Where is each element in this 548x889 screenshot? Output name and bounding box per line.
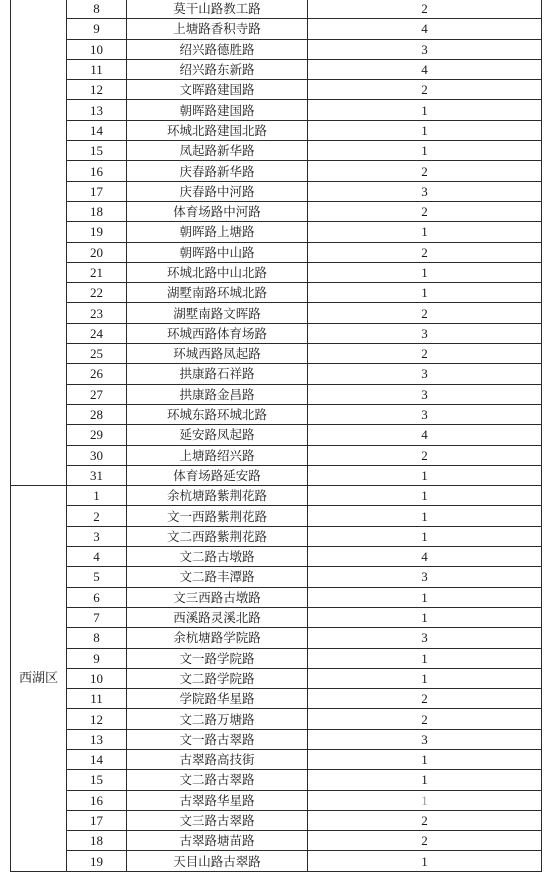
row-number-cell: 14 bbox=[67, 749, 127, 769]
count-cell: 4 bbox=[308, 19, 542, 39]
intersection-name-cell: 庆春路中河路 bbox=[127, 181, 308, 201]
intersection-name-cell: 上塘路绍兴路 bbox=[127, 445, 308, 465]
count-cell: 3 bbox=[308, 384, 542, 404]
count-cell: 3 bbox=[308, 39, 542, 59]
intersection-name-cell: 拱康路石祥路 bbox=[127, 364, 308, 384]
count-cell: 3 bbox=[308, 323, 542, 343]
table-row bbox=[11, 607, 542, 627]
table-row bbox=[11, 323, 542, 343]
count-cell: 2 bbox=[308, 445, 542, 465]
count-cell: 2 bbox=[308, 303, 542, 323]
table-row bbox=[11, 668, 542, 688]
table-row bbox=[11, 709, 542, 729]
count-cell: 1 bbox=[308, 222, 542, 242]
row-number-cell: 19 bbox=[67, 851, 127, 871]
row-number-cell: 6 bbox=[67, 587, 127, 607]
intersection-name-cell: 文三路古翠路 bbox=[127, 810, 308, 830]
intersection-name-cell: 环城西路体育场路 bbox=[127, 323, 308, 343]
count-cell: 1 bbox=[308, 120, 542, 140]
intersection-name-cell: 朝晖路上塘路 bbox=[127, 222, 308, 242]
row-number-cell: 1 bbox=[67, 486, 127, 506]
intersection-name-cell: 文二路万塘路 bbox=[127, 709, 308, 729]
count-cell: 2 bbox=[308, 344, 542, 364]
table-row bbox=[11, 425, 542, 445]
intersection-name-cell: 环城北路中山北路 bbox=[127, 262, 308, 282]
intersection-name-cell: 体育场路延安路 bbox=[127, 465, 308, 485]
row-number-cell: 11 bbox=[67, 689, 127, 709]
table-row bbox=[11, 242, 542, 262]
count-cell: 3 bbox=[308, 567, 542, 587]
intersection-name-cell: 文二路学院路 bbox=[127, 668, 308, 688]
count-cell: 1 bbox=[308, 587, 542, 607]
row-number-cell: 30 bbox=[67, 445, 127, 465]
intersection-name-cell: 古翠路塘苗路 bbox=[127, 831, 308, 851]
row-number-cell: 10 bbox=[67, 668, 127, 688]
intersection-name-cell: 余杭塘路紫荆花路 bbox=[127, 486, 308, 506]
table-row bbox=[11, 303, 542, 323]
table-row bbox=[11, 39, 542, 59]
table-row bbox=[11, 526, 542, 546]
intersection-name-cell: 庆春路新华路 bbox=[127, 161, 308, 181]
count-cell: 2 bbox=[308, 810, 542, 830]
row-number-cell: 17 bbox=[67, 810, 127, 830]
intersection-name-cell: 文二西路紫荆花路 bbox=[127, 526, 308, 546]
count-cell: 1 bbox=[308, 283, 542, 303]
intersection-name-cell: 古翠路高技街 bbox=[127, 749, 308, 769]
row-number-cell: 13 bbox=[67, 100, 127, 120]
table-row bbox=[11, 506, 542, 526]
count-cell: 1 bbox=[308, 100, 542, 120]
table-row bbox=[11, 831, 542, 851]
table-row bbox=[11, 628, 542, 648]
count-cell: 1 bbox=[308, 668, 542, 688]
table-row bbox=[11, 486, 542, 506]
intersection-name-cell: 延安路凤起路 bbox=[127, 425, 308, 445]
table-row bbox=[11, 222, 542, 242]
count-cell: 2 bbox=[308, 0, 542, 19]
count-cell: 1 bbox=[308, 486, 542, 506]
intersection-name-cell: 文二路丰潭路 bbox=[127, 567, 308, 587]
intersection-name-cell: 绍兴路德胜路 bbox=[127, 39, 308, 59]
intersection-name-cell: 环城北路建国北路 bbox=[127, 120, 308, 140]
table-row bbox=[11, 547, 542, 567]
row-number-cell: 8 bbox=[67, 628, 127, 648]
intersection-name-cell: 绍兴路东新路 bbox=[127, 59, 308, 79]
intersection-name-cell: 环城东路环城北路 bbox=[127, 404, 308, 424]
intersection-name-cell: 古翠路华星路 bbox=[127, 790, 308, 810]
table-row bbox=[11, 567, 542, 587]
count-cell: 1 bbox=[308, 607, 542, 627]
row-number-cell: 22 bbox=[67, 283, 127, 303]
intersection-name-cell: 体育场路中河路 bbox=[127, 201, 308, 221]
intersection-name-cell: 天目山路古翠路 bbox=[127, 851, 308, 871]
row-number-cell: 5 bbox=[67, 567, 127, 587]
table-row bbox=[11, 749, 542, 769]
table-row bbox=[11, 851, 542, 871]
table-row bbox=[11, 161, 542, 181]
row-number-cell: 15 bbox=[67, 141, 127, 161]
count-cell: 4 bbox=[308, 547, 542, 567]
row-number-cell: 9 bbox=[67, 648, 127, 668]
count-cell: 1 bbox=[308, 749, 542, 769]
row-number-cell: 8 bbox=[67, 0, 127, 19]
table-row bbox=[11, 283, 542, 303]
row-number-cell: 27 bbox=[67, 384, 127, 404]
intersection-name-cell: 湖墅南路环城北路 bbox=[127, 283, 308, 303]
table-row bbox=[11, 648, 542, 668]
row-number-cell: 13 bbox=[67, 729, 127, 749]
count-cell: 2 bbox=[308, 161, 542, 181]
intersection-name-cell: 文二路古翠路 bbox=[127, 770, 308, 790]
count-cell: 2 bbox=[308, 242, 542, 262]
row-number-cell: 21 bbox=[67, 262, 127, 282]
row-number-cell: 14 bbox=[67, 120, 127, 140]
row-number-cell: 31 bbox=[67, 465, 127, 485]
row-number-cell: 2 bbox=[67, 506, 127, 526]
count-cell: 1 bbox=[308, 790, 542, 810]
intersection-name-cell: 上塘路香积寺路 bbox=[127, 19, 308, 39]
table-row bbox=[11, 770, 542, 790]
row-number-cell: 7 bbox=[67, 607, 127, 627]
count-cell: 3 bbox=[308, 404, 542, 424]
intersection-name-cell: 朝晖路建国路 bbox=[127, 100, 308, 120]
intersection-name-cell: 文晖路建国路 bbox=[127, 80, 308, 100]
row-number-cell: 18 bbox=[67, 201, 127, 221]
table-row bbox=[11, 0, 542, 19]
row-number-cell: 12 bbox=[67, 709, 127, 729]
row-number-cell: 9 bbox=[67, 19, 127, 39]
row-number-cell: 25 bbox=[67, 344, 127, 364]
intersection-table bbox=[10, 0, 542, 872]
count-cell: 1 bbox=[308, 262, 542, 282]
district-cell bbox=[11, 0, 67, 486]
table-row bbox=[11, 262, 542, 282]
row-number-cell: 3 bbox=[67, 526, 127, 546]
intersection-name-cell: 湖墅南路文晖路 bbox=[127, 303, 308, 323]
intersection-name-cell: 莫干山路教工路 bbox=[127, 0, 308, 19]
count-cell: 3 bbox=[308, 181, 542, 201]
count-cell: 1 bbox=[308, 648, 542, 668]
row-number-cell: 12 bbox=[67, 80, 127, 100]
count-cell: 1 bbox=[308, 506, 542, 526]
count-cell: 3 bbox=[308, 729, 542, 749]
table-row bbox=[11, 404, 542, 424]
intersection-name-cell: 文三西路古墩路 bbox=[127, 587, 308, 607]
count-cell: 1 bbox=[308, 465, 542, 485]
intersection-name-cell: 凤起路新华路 bbox=[127, 141, 308, 161]
table-row bbox=[11, 19, 542, 39]
count-cell: 4 bbox=[308, 59, 542, 79]
count-cell: 4 bbox=[308, 425, 542, 445]
table-row bbox=[11, 790, 542, 810]
intersection-name-cell: 文一西路紫荆花路 bbox=[127, 506, 308, 526]
row-number-cell: 24 bbox=[67, 323, 127, 343]
intersection-name-cell: 文二路古墩路 bbox=[127, 547, 308, 567]
table-row bbox=[11, 445, 542, 465]
row-number-cell: 11 bbox=[67, 59, 127, 79]
intersection-name-cell: 西溪路灵溪北路 bbox=[127, 607, 308, 627]
row-number-cell: 29 bbox=[67, 425, 127, 445]
intersection-name-cell: 余杭塘路学院路 bbox=[127, 628, 308, 648]
row-number-cell: 4 bbox=[67, 547, 127, 567]
table-row bbox=[11, 120, 542, 140]
table-row bbox=[11, 465, 542, 485]
intersection-name-cell: 朝晖路中山路 bbox=[127, 242, 308, 262]
intersection-name-cell: 文一路古翠路 bbox=[127, 729, 308, 749]
table-row bbox=[11, 59, 542, 79]
count-cell: 1 bbox=[308, 141, 542, 161]
row-number-cell: 26 bbox=[67, 364, 127, 384]
intersection-name-cell: 环城西路凤起路 bbox=[127, 344, 308, 364]
count-cell: 2 bbox=[308, 80, 542, 100]
intersection-name-cell: 学院路华星路 bbox=[127, 689, 308, 709]
row-number-cell: 18 bbox=[67, 831, 127, 851]
table-row bbox=[11, 729, 542, 749]
count-cell: 3 bbox=[308, 364, 542, 384]
count-cell: 2 bbox=[308, 831, 542, 851]
table-row bbox=[11, 689, 542, 709]
row-number-cell: 10 bbox=[67, 39, 127, 59]
count-cell: 1 bbox=[308, 851, 542, 871]
intersection-name-cell: 文一路学院路 bbox=[127, 648, 308, 668]
table-row bbox=[11, 80, 542, 100]
count-cell: 1 bbox=[308, 770, 542, 790]
district-cell: 西湖区 bbox=[11, 486, 67, 872]
count-cell: 2 bbox=[308, 689, 542, 709]
table-row bbox=[11, 344, 542, 364]
count-cell: 1 bbox=[308, 526, 542, 546]
row-number-cell: 15 bbox=[67, 770, 127, 790]
table-row bbox=[11, 181, 542, 201]
count-cell: 2 bbox=[308, 709, 542, 729]
row-number-cell: 28 bbox=[67, 404, 127, 424]
count-cell: 3 bbox=[308, 628, 542, 648]
table-row bbox=[11, 100, 542, 120]
row-number-cell: 20 bbox=[67, 242, 127, 262]
row-number-cell: 23 bbox=[67, 303, 127, 323]
intersection-name-cell: 拱康路金昌路 bbox=[127, 384, 308, 404]
table-body bbox=[11, 0, 542, 871]
row-number-cell: 17 bbox=[67, 181, 127, 201]
row-number-cell: 19 bbox=[67, 222, 127, 242]
row-number-cell: 16 bbox=[67, 161, 127, 181]
table-row bbox=[11, 384, 542, 404]
table-row bbox=[11, 364, 542, 384]
table-row bbox=[11, 587, 542, 607]
count-cell: 2 bbox=[308, 201, 542, 221]
table-row bbox=[11, 141, 542, 161]
table-row bbox=[11, 201, 542, 221]
table-row bbox=[11, 810, 542, 830]
row-number-cell: 16 bbox=[67, 790, 127, 810]
